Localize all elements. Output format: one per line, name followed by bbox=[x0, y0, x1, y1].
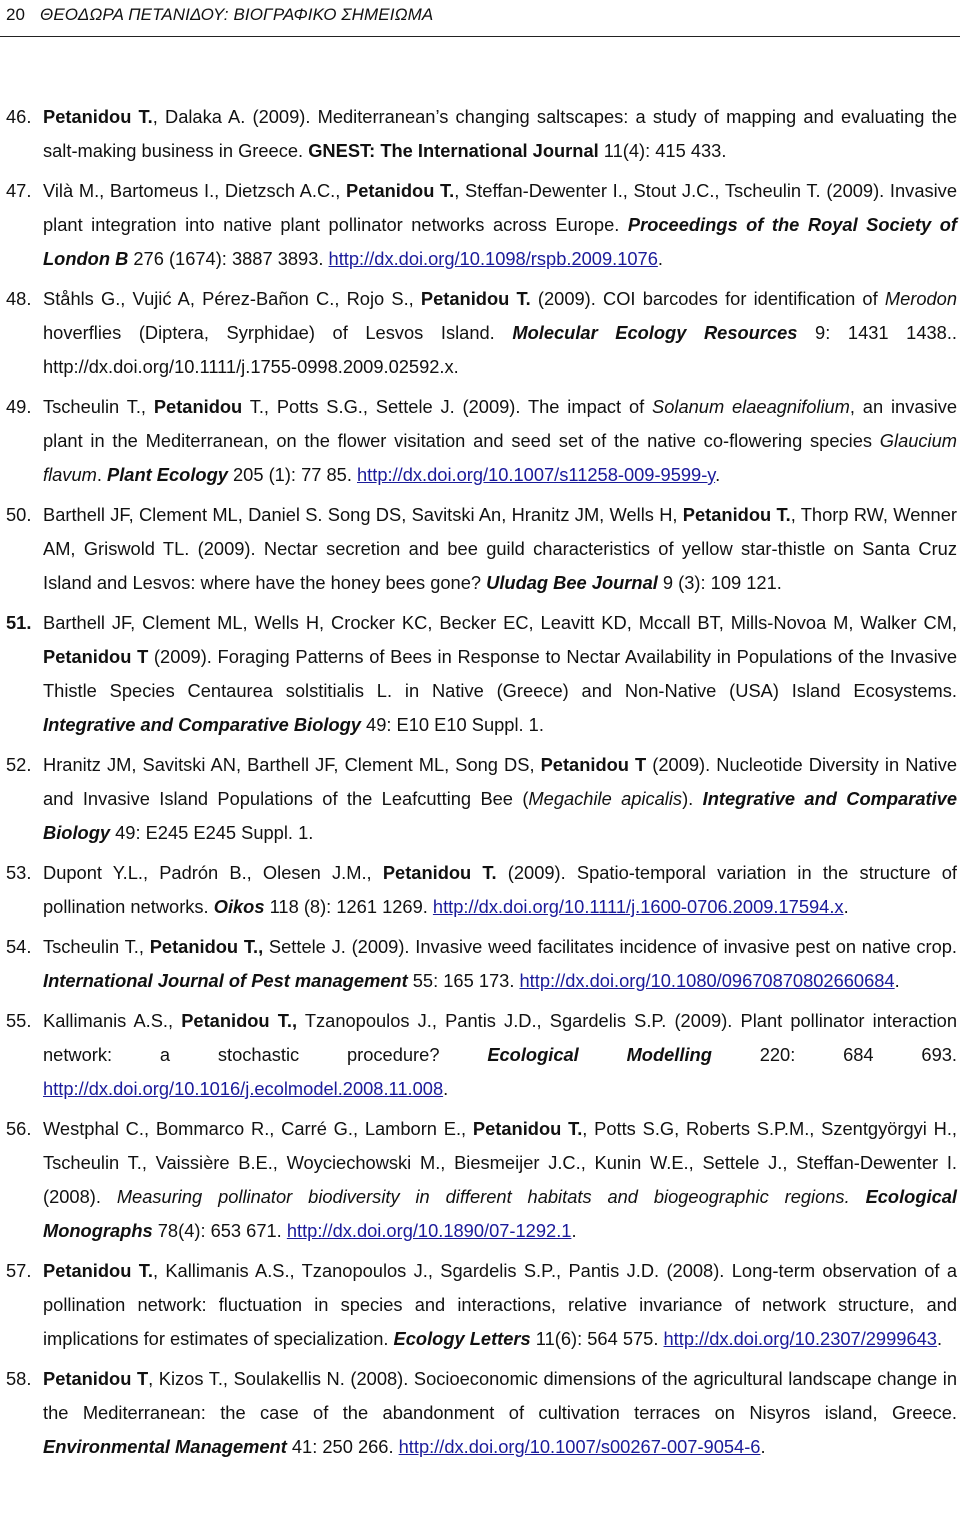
reference-fragment: , Steffan-Dewenter I., Stout J.C., Tscheulin T. (2009). Invasive plant integration into native plant pollinator networks across Europe. bbox=[43, 180, 957, 235]
reference-fragment: , Dalaka A. (2009). Mediterranean’s changing saltscapes: a study of mapping and evaluating the salt-making business in Greece. bbox=[43, 106, 957, 161]
reference-fragment: 49: E245 E245 Suppl. 1. bbox=[110, 822, 314, 843]
reference-number: 50. bbox=[6, 504, 32, 525]
journal-title: Proceedings of the Royal Society of London B bbox=[43, 214, 957, 269]
journal-title: Uludag Bee Journal bbox=[486, 572, 658, 593]
reference-item bbox=[0, 1112, 960, 1248]
reference-text bbox=[43, 930, 957, 998]
reference-item bbox=[0, 1004, 960, 1106]
reference-fragment: . bbox=[843, 896, 849, 917]
reference-text bbox=[43, 856, 957, 924]
reference-fragment: 118 (8): 1261 1269. bbox=[264, 896, 433, 917]
running-header bbox=[0, 0, 960, 37]
doi-link[interactable]: http://dx.doi.org/10.1016/j.ecolmodel.2008.11.008 bbox=[43, 1078, 444, 1099]
italic-text: Megachile apicalis bbox=[528, 788, 683, 809]
reference-number: 52. bbox=[6, 754, 32, 775]
reference-fragment: hoverflies (Diptera, Syrphidae) of Lesvos Island. bbox=[43, 322, 513, 343]
reference-fragment: . bbox=[760, 1436, 766, 1457]
doi-link[interactable]: http://dx.doi.org/10.2307/2999643 bbox=[663, 1328, 937, 1349]
reference-fragment: 205 (1): 77 85. bbox=[227, 464, 357, 485]
author-highlight: Petanidou T., bbox=[149, 936, 264, 957]
journal-title: Molecular Ecology Resources bbox=[512, 322, 798, 343]
italic-text: Glaucium flavum bbox=[43, 430, 957, 485]
journal-title: Integrative and Comparative Biology bbox=[43, 788, 958, 843]
doi-link[interactable]: http://dx.doi.org/10.1111/j.1600-0706.2009.17594.x bbox=[432, 896, 844, 917]
reference-fragment: (2009). Spatio-temporal variation in the structure of pollination networks. bbox=[43, 862, 957, 917]
author-highlight: Petanidou T., bbox=[181, 1010, 298, 1031]
reference-number: 49. bbox=[6, 396, 32, 417]
reference-fragment: , Thorp RW, Wenner AM, Griswold TL. (2009). Nectar secretion and bee guild characteristics of yellow star-thistle on Santa Cruz Island and Lesvos: where have the honey bees gone? bbox=[43, 504, 957, 593]
reference-fragment: Westphal C., Bommarco R., Carré G., Lamborn E., bbox=[43, 1118, 473, 1139]
author-highlight: Petanidou T. bbox=[472, 1118, 583, 1139]
reference-fragment: 9 (3): 109 121. bbox=[657, 572, 782, 593]
doi-link[interactable]: http://dx.doi.org/10.1890/07-1292.1 bbox=[286, 1220, 572, 1241]
reference-fragment: , Potts S.G, Roberts S.P.M., Szentgyörgyi H., Tscheulin T., Vaissière B.E., Woyciechowski M., Biesmeijer J.C., Kunin W.E., Settele J., Steffan-Dewenter I. (2008). bbox=[43, 1118, 957, 1207]
reference-number: 46. bbox=[6, 106, 32, 127]
reference-fragment: Vilà M., Bartomeus I., Dietzsch A.C., bbox=[43, 180, 346, 201]
reference-fragment: Tzanopoulos J., Pantis J.D., Sgardelis S.P. (2009). Plant pollinator interaction network: a stochastic procedure? bbox=[43, 1010, 957, 1065]
reference-item bbox=[0, 498, 960, 600]
reference-fragment: . bbox=[96, 464, 108, 485]
reference-fragment bbox=[850, 1186, 866, 1207]
author-highlight: Petanidou T. bbox=[346, 180, 455, 201]
author-highlight: Petanidou T. bbox=[682, 504, 791, 525]
italic-text: Solanum elaeagnifolium bbox=[652, 396, 850, 417]
reference-fragment: (2009). Foraging Patterns of Bees in Response to Nectar Availability in Populations of the Invasive Thistle Species Centaurea solstitialis L. in Native (Greece) and Non-Native (USA) Island Ecosystems. bbox=[43, 646, 957, 701]
reference-item bbox=[0, 748, 960, 850]
reference-item bbox=[0, 282, 960, 384]
reference-number: 48. bbox=[6, 288, 32, 309]
reference-fragment: . bbox=[936, 1328, 943, 1349]
journal-title: Ecological Monographs bbox=[43, 1186, 957, 1241]
reference-text bbox=[43, 1254, 957, 1356]
reference-text bbox=[43, 1112, 957, 1248]
reference-number: 56. bbox=[6, 1118, 32, 1139]
reference-fragment: (2009). Nucleotide Diversity in Native and Invasive Island Populations of the Leafcutting Bee ( bbox=[43, 754, 958, 809]
reference-fragment: . bbox=[571, 1220, 577, 1241]
reference-item bbox=[0, 1362, 960, 1464]
reference-fragment: 11(4): 415 433. bbox=[598, 140, 727, 161]
reference-fragment: Kallimanis A.S., bbox=[43, 1010, 182, 1031]
reference-fragment: , an invasive plant in the Mediterranean, on the flower visitation and seed set of the native co-flowering species bbox=[43, 396, 958, 451]
reference-text bbox=[43, 498, 957, 600]
reference-fragment: ). bbox=[682, 788, 703, 809]
reference-fragment: Dupont Y.L., Padrón B., Olesen J.M., bbox=[43, 862, 383, 883]
reference-list bbox=[0, 100, 960, 1470]
reference-fragment: (2009). COI barcodes for identification of bbox=[530, 288, 885, 309]
reference-item bbox=[0, 930, 960, 998]
reference-fragment: . bbox=[443, 1078, 449, 1099]
reference-fragment: Barthell JF, Clement ML, Daniel S. Song DS, Savitski An, Hranitz JM, Wells H, bbox=[43, 504, 683, 525]
reference-fragment: . bbox=[715, 464, 721, 485]
reference-number: 55. bbox=[6, 1010, 32, 1031]
italic-text: Measuring pollinator biodiversity in different habitats and biogeographic regions. bbox=[116, 1186, 850, 1207]
author-highlight: Petanidou T. bbox=[43, 106, 153, 127]
doi-link[interactable]: http://dx.doi.org/10.1080/09670870802660684 bbox=[519, 970, 895, 991]
reference-item bbox=[0, 390, 960, 492]
journal-title: Environmental Management bbox=[43, 1436, 287, 1457]
journal-title: Plant Ecology bbox=[107, 464, 228, 485]
reference-fragment: 9: 1431 1438.. http://dx.doi.org/10.1111/j.1755-0998.2009.02592.x. bbox=[43, 322, 957, 377]
author-highlight: Petanidou T. bbox=[382, 862, 497, 883]
running-title: ΘΕΟΔΩΡΑ ΠΕΤΑΝΙΔΟΥ: ΒΙΟΓΡΑΦΙΚΟ ΣΗΜΕΙΩΜΑ bbox=[40, 5, 434, 24]
reference-fragment: , Kallimanis A.S., Tzanopoulos J., Sgardelis S.P., Pantis J.D. (2008). Long-term observation of a pollination network: fluctuation in species and interactions, relative invariance of network structure, and implications for estimates of specialization. bbox=[43, 1260, 958, 1349]
author-highlight: Petanidou T bbox=[43, 646, 149, 667]
reference-text bbox=[43, 606, 957, 742]
reference-fragment: Ståhls G., Vujić A, Pérez-Bañon C., Rojo S., bbox=[43, 288, 421, 309]
doi-link[interactable]: http://dx.doi.org/10.1007/s11258-009-9599-y bbox=[357, 464, 716, 485]
journal-title: Integrative and Comparative Biology bbox=[43, 714, 361, 735]
reference-fragment: 78(4): 653 671. bbox=[152, 1220, 287, 1241]
reference-fragment: 49: E10 E10 Suppl. 1. bbox=[360, 714, 544, 735]
reference-fragment: 55: 165 173. bbox=[407, 970, 520, 991]
journal-title: Oikos bbox=[213, 896, 265, 917]
reference-fragment: 220: 684 693. bbox=[711, 1044, 957, 1065]
author-highlight: Petanidou T bbox=[43, 1368, 149, 1389]
reference-text bbox=[43, 1004, 957, 1106]
reference-fragment: 41: 250 266. bbox=[286, 1436, 399, 1457]
reference-item bbox=[0, 606, 960, 742]
reference-number: 53. bbox=[6, 862, 32, 883]
journal-title: Ecology Letters bbox=[393, 1328, 531, 1349]
author-highlight: Petanidou T. bbox=[43, 1260, 153, 1281]
author-highlight: Petanidou bbox=[153, 396, 243, 417]
reference-number: 51. bbox=[6, 612, 32, 633]
reference-fragment: Settele J. (2009). Invasive weed facilitates incidence of invasive pest on native crop. bbox=[263, 936, 957, 957]
doi-link[interactable]: http://dx.doi.org/10.1098/rspb.2009.1076 bbox=[328, 248, 658, 269]
reference-fragment: Tscheulin T., bbox=[43, 936, 150, 957]
reference-fragment: . bbox=[657, 248, 663, 269]
author-highlight: GNEST: The International Journal bbox=[308, 140, 599, 161]
reference-fragment: 276 (1674): 3887 3893. bbox=[128, 248, 329, 269]
italic-text: Merodon bbox=[884, 288, 958, 309]
reference-text bbox=[43, 174, 957, 276]
reference-fragment: 11(6): 564 575. bbox=[530, 1328, 664, 1349]
reference-text bbox=[43, 748, 957, 850]
reference-fragment: . bbox=[894, 970, 900, 991]
reference-number: 57. bbox=[6, 1260, 32, 1281]
reference-number: 47. bbox=[6, 180, 32, 201]
reference-fragment: Barthell JF, Clement ML, Wells H, Crocker KC, Becker EC, Leavitt KD, Mccall BT, Mills-Novoa M, Walker CM, bbox=[43, 612, 957, 633]
reference-item bbox=[0, 856, 960, 924]
author-highlight: Petanidou T. bbox=[420, 288, 531, 309]
reference-text bbox=[43, 282, 957, 384]
page-number: 20 bbox=[6, 5, 25, 24]
reference-number: 58. bbox=[6, 1368, 32, 1389]
author-highlight: Petanidou T bbox=[540, 754, 647, 775]
reference-fragment: T., Potts S.G., Settele J. (2009). The impact of bbox=[242, 396, 653, 417]
reference-number: 54. bbox=[6, 936, 32, 957]
reference-text bbox=[43, 100, 957, 168]
reference-text bbox=[43, 390, 957, 492]
journal-title: Ecological Modelling bbox=[487, 1044, 712, 1065]
reference-fragment: , Kizos T., Soulakellis N. (2008). Socioeconomic dimensions of the agricultural landscape change in the Mediterranean: the case of the abandonment of cultivation terraces on Nisyros island, Greece. bbox=[43, 1368, 958, 1423]
journal-title: International Journal of Pest management bbox=[43, 970, 408, 991]
reference-text bbox=[43, 1362, 957, 1464]
reference-item bbox=[0, 100, 960, 168]
reference-item bbox=[0, 1254, 960, 1356]
reference-fragment: Hranitz JM, Savitski AN, Barthell JF, Clement ML, Song DS, bbox=[43, 754, 541, 775]
doi-link[interactable]: http://dx.doi.org/10.1007/s00267-007-9054-6 bbox=[398, 1436, 761, 1457]
reference-item bbox=[0, 174, 960, 276]
reference-fragment: Tscheulin T., bbox=[43, 396, 154, 417]
